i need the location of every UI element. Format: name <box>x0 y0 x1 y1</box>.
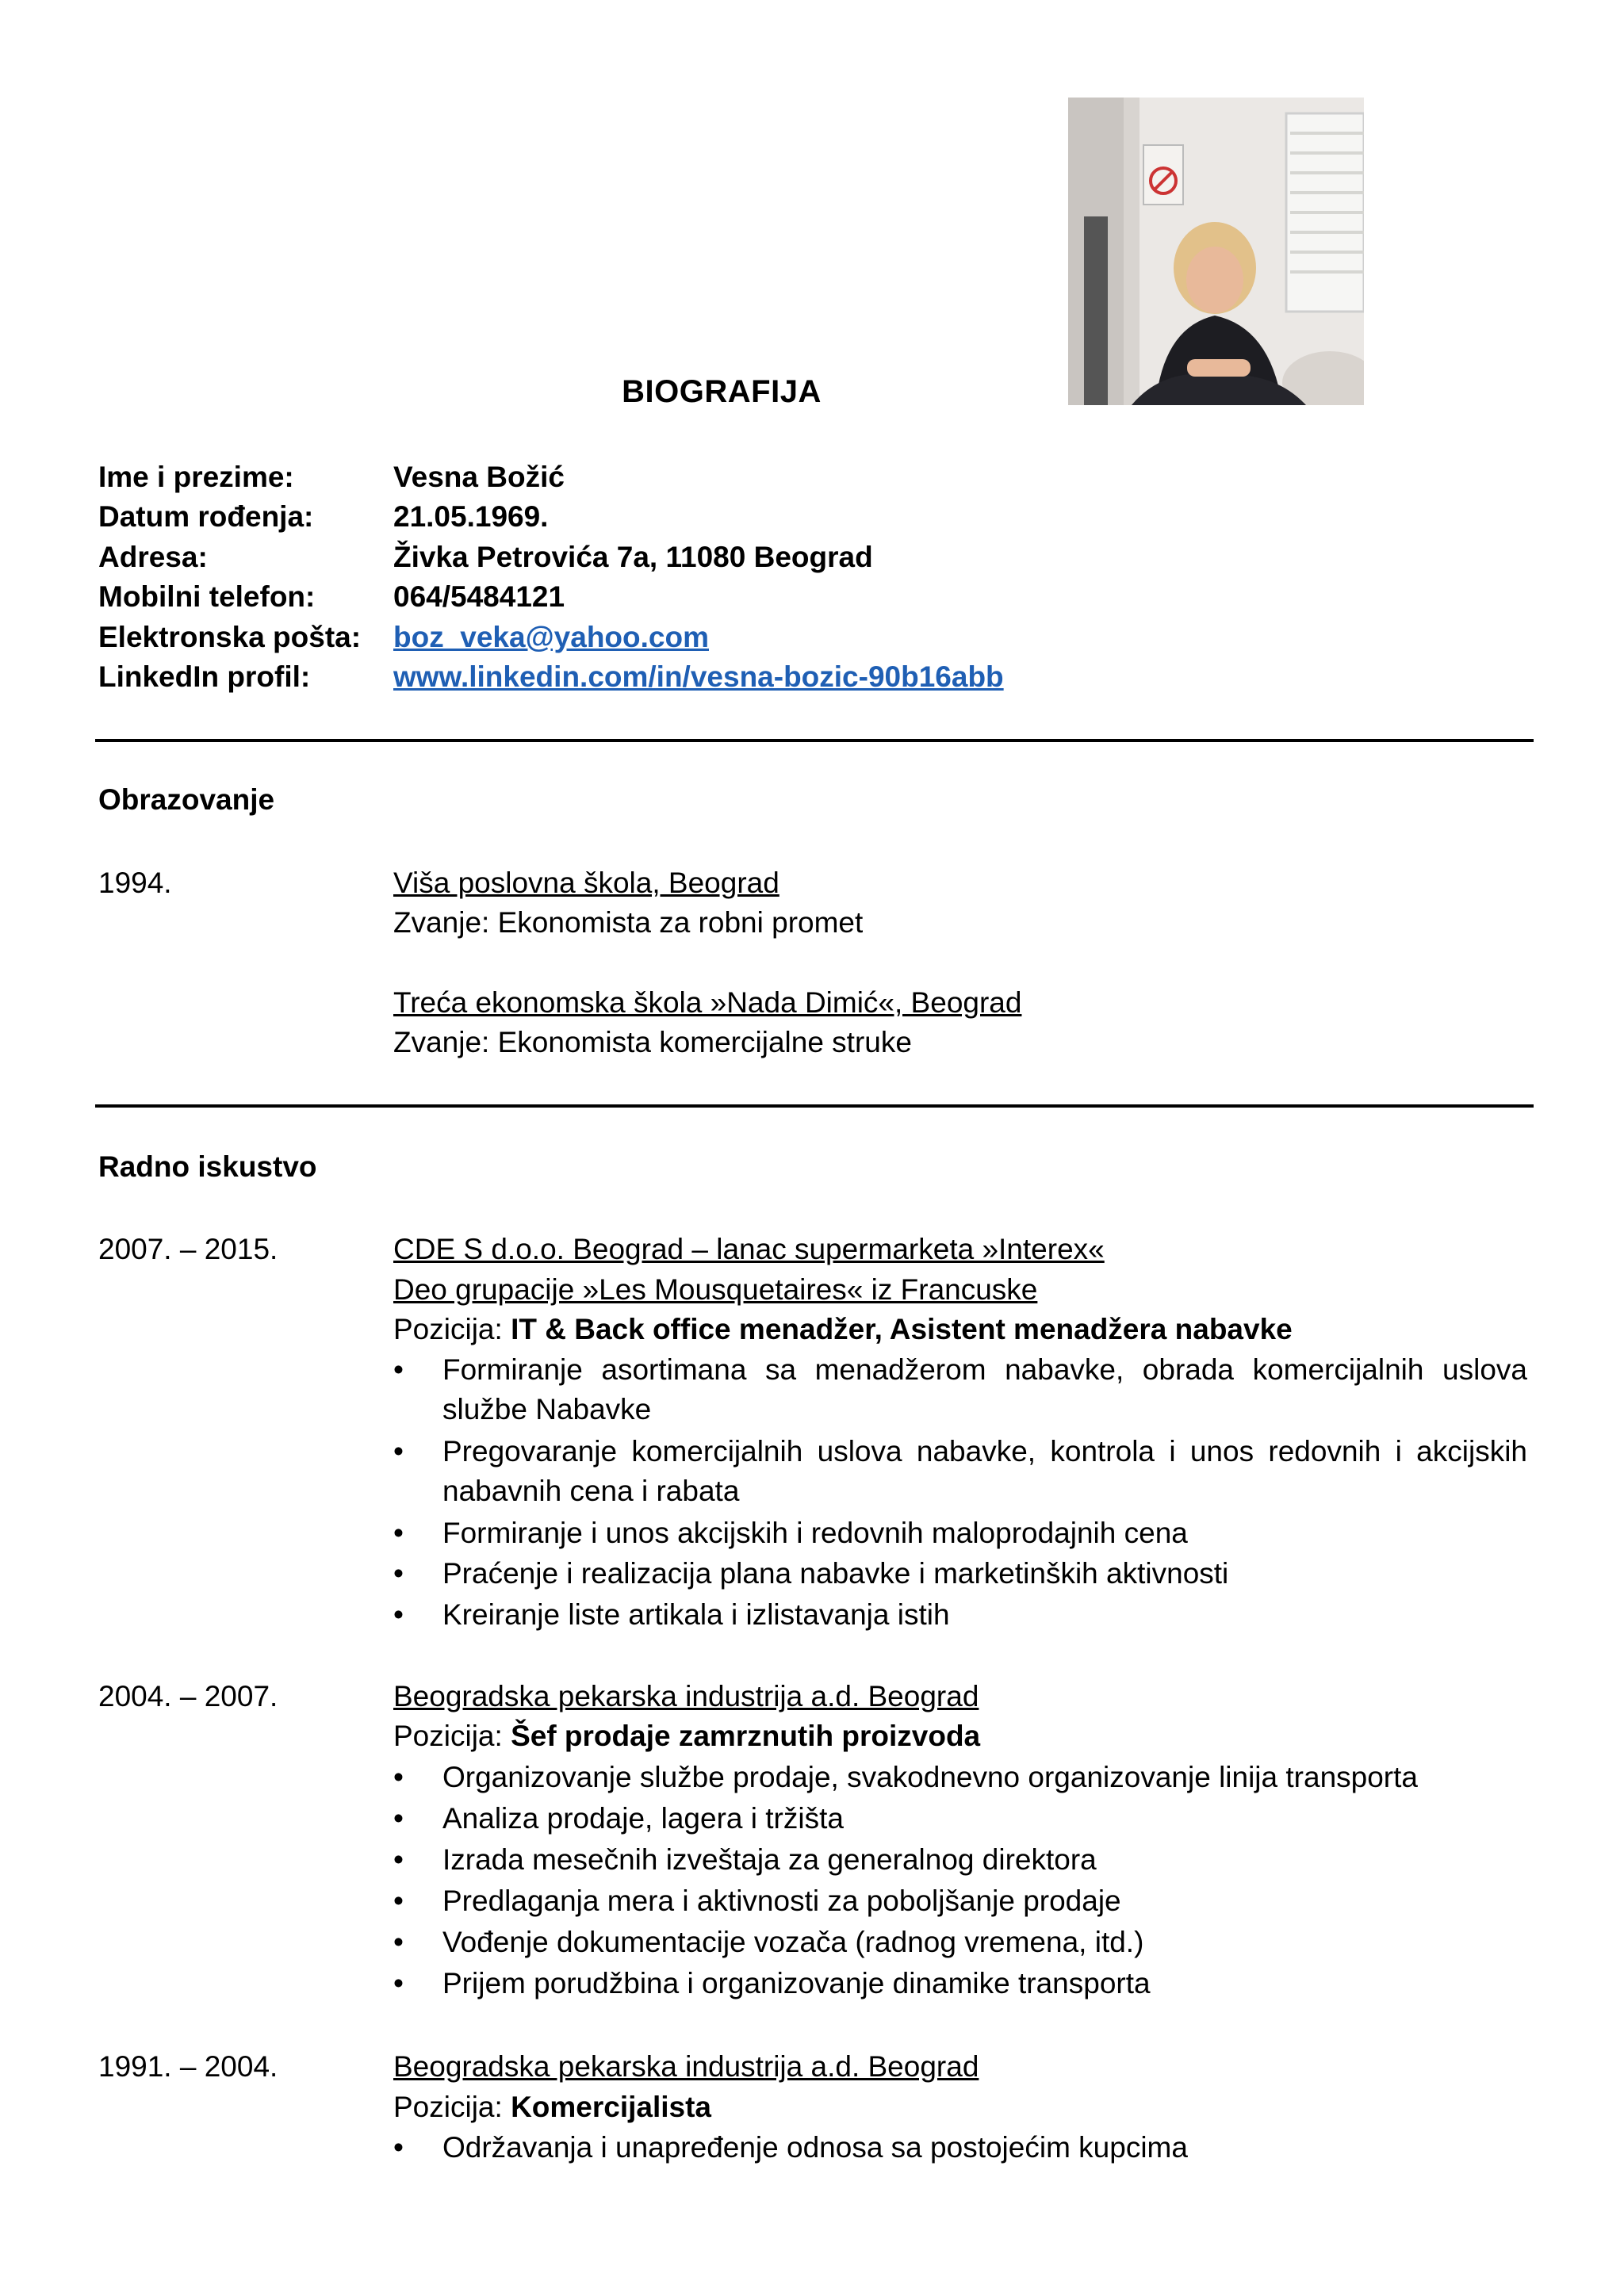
list-item-text: Izrada mesečnih izveštaja za generalnog direktora <box>442 1843 1097 1876</box>
list-item-text: Analiza prodaje, lagera i tržišta <box>442 1802 844 1835</box>
job-position <box>393 1310 1293 1349</box>
list-item-text: Pregovaranje komercijalnih uslova nabavke, kontrola i unos redovnih i akcijskih <box>442 1435 1527 1468</box>
job-company-group: Deo grupacije »Les Mousquetaires« iz Francuske <box>393 1273 1038 1306</box>
profile-photo-image <box>1068 98 1364 405</box>
bullet-icon: • <box>393 1885 404 1917</box>
job-company: Beogradska pekarska industrija a.d. Beograd <box>393 1680 979 1712</box>
bullet-icon: • <box>393 1353 404 1386</box>
list-item-text: Održavanja i unapređenje odnosa sa postojećim kupcima <box>442 2131 1188 2164</box>
email-label: Elektronska pošta: <box>98 621 362 653</box>
list-item-text: Vođenje dokumentacije vozača (radnog vremena, itd.) <box>442 1926 1144 1958</box>
name-label: Ime i prezime: <box>98 461 294 493</box>
bullet-icon: • <box>393 2131 404 2164</box>
list-item-text: Formiranje i unos akcijskih i redovnih maloprodajnih cena <box>442 1517 1188 1549</box>
address-label: Adresa: <box>98 541 208 573</box>
bullet-icon: • <box>393 1926 404 1958</box>
list-item-text: Predlaganja mera i aktivnosti za poboljšanje prodaje <box>442 1885 1121 1917</box>
section-divider <box>95 1104 1534 1108</box>
bullet-icon: • <box>393 1435 404 1468</box>
job-position <box>393 2087 711 2127</box>
section-divider <box>95 739 1534 742</box>
bullet-icon: • <box>393 1802 404 1835</box>
education-year: 1994. <box>98 867 172 899</box>
list-item-text: Prijem porudžbina i organizovanje dinamike transporta <box>442 1967 1151 1999</box>
dob-label: Datum rođenja: <box>98 500 314 533</box>
job-period: 2007. – 2015. <box>98 1233 278 1265</box>
job-period: 1991. – 2004. <box>98 2050 278 2083</box>
list-item-text: nabavnih cena i rabata <box>442 1475 740 1507</box>
profile-photo <box>1068 98 1364 405</box>
job-position <box>393 1716 980 1756</box>
phone-value: 064/5484121 <box>393 580 565 613</box>
linkedin-label: LinkedIn profil: <box>98 660 311 693</box>
name-value: Vesna Božić <box>393 461 565 493</box>
education-school-1: Viša poslovna škola, Beograd <box>393 867 779 899</box>
address-value: Živka Petrovića 7a, 11080 Beograd <box>393 541 873 573</box>
linkedin-link[interactable]: www.linkedin.com/in/vesna-bozic-90b16abb <box>393 660 1004 693</box>
education-school-2: Treća ekonomska škola »Nada Dimić«, Beograd <box>393 986 1022 1019</box>
bullet-icon: • <box>393 1517 404 1549</box>
phone-label: Mobilni telefon: <box>98 580 316 613</box>
position-title: Šef prodaje zamrznutih proizvoda <box>511 1720 981 1752</box>
bullet-icon: • <box>393 1598 404 1631</box>
bullet-icon: • <box>393 1761 404 1793</box>
education-title-2: Zvanje: Ekonomista komercijalne struke <box>393 1026 912 1058</box>
job-company: Beogradska pekarska industrija a.d. Beograd <box>393 2050 979 2083</box>
job-company: CDE S d.o.o. Beograd – lanac supermarketa »Interex« <box>393 1233 1105 1265</box>
page-title: BIOGRAFIJA <box>622 374 822 409</box>
bullet-icon: • <box>393 1557 404 1590</box>
list-item-text: Organizovanje službe prodaje, svakodnevno organizovanje linija transporta <box>442 1761 1418 1793</box>
list-item-text: Kreiranje liste artikala i izlistavanja istih <box>442 1598 950 1631</box>
position-label: Pozicija: <box>393 1720 511 1752</box>
position-title: Komercijalista <box>511 2091 712 2123</box>
list-item-text: Praćenje i realizacija plana nabavke i marketinških aktivnosti <box>442 1557 1229 1590</box>
list-item-text: službe Nabavke <box>442 1393 652 1425</box>
list-item-text: Formiranje asortimana sa menadžerom nabavke, obrada komercijalnih uslova <box>442 1353 1527 1386</box>
position-label: Pozicija: <box>393 2091 511 2123</box>
dob-value: 21.05.1969. <box>393 500 549 533</box>
bullet-icon: • <box>393 1843 404 1876</box>
work-heading: Radno iskustvo <box>98 1150 317 1183</box>
bullet-icon: • <box>393 1967 404 1999</box>
job-period: 2004. – 2007. <box>98 1680 278 1712</box>
email-link[interactable]: boz_veka@yahoo.com <box>393 621 709 653</box>
education-title-1: Zvanje: Ekonomista za robni promet <box>393 906 864 939</box>
education-heading: Obrazovanje <box>98 783 275 816</box>
position-title: IT & Back office menadžer, Asistent menadžera nabavke <box>511 1313 1293 1345</box>
position-label: Pozicija: <box>393 1313 511 1345</box>
